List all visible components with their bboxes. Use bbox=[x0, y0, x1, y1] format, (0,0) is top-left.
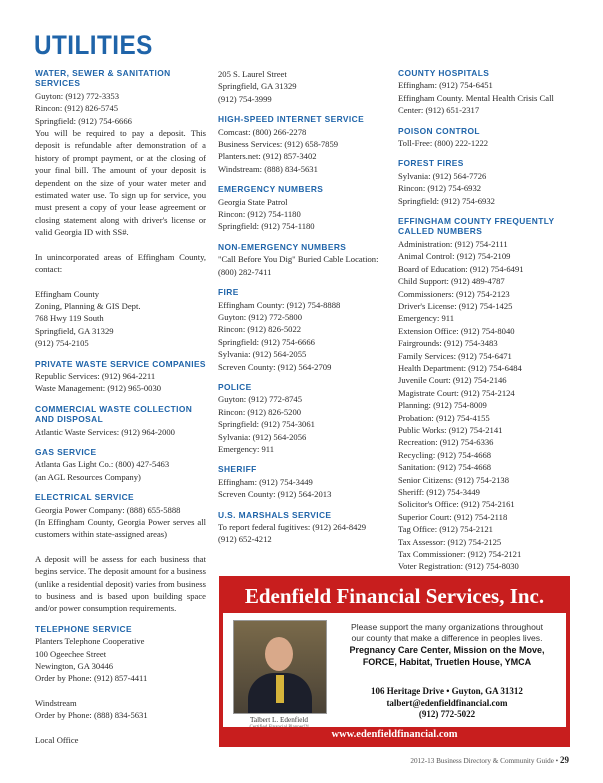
directory-section bbox=[35, 359, 206, 395]
section-heading: POISON CONTROL bbox=[398, 125, 480, 136]
entry-line: Rincon: (912) 826-5745 bbox=[35, 103, 119, 114]
section-heading: EMERGENCY NUMBERS bbox=[218, 184, 324, 195]
directory-section bbox=[35, 492, 206, 615]
directory-section bbox=[398, 216, 570, 573]
entry-line: Sanitation: (912) 754-4668 bbox=[398, 462, 492, 473]
entry-line: Solicitor's Office: (912) 754-2161 bbox=[398, 499, 515, 510]
directory-section bbox=[218, 114, 389, 175]
entry-line: Probation: (912) 754-4155 bbox=[398, 412, 490, 423]
entry-line: Rincon: (912) 826-5200 bbox=[218, 406, 302, 417]
section-heading: HIGH-SPEED INTERNET SERVICE bbox=[218, 114, 365, 125]
entry-line: Board of Education: (912) 754-6491 bbox=[398, 263, 524, 274]
entry-line: Springfield, GA 31329 bbox=[218, 81, 297, 92]
entry-line: Fairgrounds: (912) 754-3483 bbox=[398, 338, 498, 349]
entry-line: Planters.net: (912) 857-3402 bbox=[218, 151, 317, 162]
spacer bbox=[35, 541, 206, 553]
section-heading: ELECTRICAL SERVICE bbox=[35, 492, 135, 503]
ad-message-line: Please support the many organizations throughout bbox=[350, 622, 544, 632]
entry-line: Springfield: (912) 754-3061 bbox=[218, 419, 315, 430]
entry-line: Republic Services: (912) 964-2211 bbox=[35, 370, 156, 381]
entry-line: Georgia Power Company: (888) 655-5888 bbox=[35, 504, 181, 515]
entry-line: Animal Control: (912) 754-2109 bbox=[398, 251, 511, 262]
ad-phone: (912) 772-5022 bbox=[418, 709, 476, 719]
entry-line: Toll-Free: (800) 222-1222 bbox=[398, 138, 489, 149]
directory-section bbox=[398, 68, 570, 117]
entry-line: Effingham County. Mental Health Crisis Call bbox=[398, 92, 554, 103]
entry-line: Windstream: (888) 834-5631 bbox=[218, 163, 318, 174]
ad-website[interactable]: www.edenfieldfinancial.com bbox=[223, 727, 566, 743]
entry-line: Driver's License: (912) 754-1425 bbox=[398, 300, 513, 311]
entry-line: Springfield, GA 31329 bbox=[35, 325, 114, 336]
entry-line: Springfield: (912) 754-1180 bbox=[218, 221, 315, 232]
entry-line: (912) 754-2105 bbox=[35, 338, 89, 349]
entry-line: Guyton: (912) 772-3353 bbox=[35, 90, 120, 101]
entry-line: Voter Registration: (912) 754-8030 bbox=[398, 561, 519, 572]
section-paragraph: You will be required to pay a deposit. This deposit is refundable after demonstration of a history of prompt payment, or at the closing of your final bill. The amount of your deposit is dependent on the size of your water meter and estimated water use. To sign up for service, you must present a copy of your lease agreement or closing statement along with driver's license or valid Georgia ID with SS#. bbox=[35, 128, 206, 238]
entry-line: Windstream bbox=[35, 697, 77, 708]
column-3 bbox=[398, 68, 570, 582]
entry-line: Waste Management: (912) 965-0030 bbox=[35, 383, 162, 394]
entry-line: Child Support: (912) 489-4787 bbox=[398, 276, 505, 287]
section-heading: SHERIFF bbox=[218, 464, 257, 475]
entry-line: (912) 754-3999 bbox=[218, 93, 272, 104]
entry-line: Administration: (912) 754-2111 bbox=[398, 238, 508, 249]
advisor-photo bbox=[233, 620, 327, 714]
entry-line: Effingham County: (912) 754-8888 bbox=[218, 299, 341, 310]
entry-line: (800) 282-7411 bbox=[218, 266, 272, 277]
column-2 bbox=[218, 68, 389, 555]
directory-section bbox=[35, 447, 206, 483]
guide-title: 2012-13 Business Directory & Community Guide • bbox=[410, 757, 559, 765]
entry-line: Center: (912) 651-2317 bbox=[398, 105, 480, 116]
entry-line: Sylvania: (912) 564-2055 bbox=[218, 349, 307, 360]
entry-line: Comcast: (800) 266-2278 bbox=[218, 126, 307, 137]
entry-line: Screven County: (912) 564-2709 bbox=[218, 361, 332, 372]
entry-line: Newington, GA 30446 bbox=[35, 661, 114, 672]
section-heading: PRIVATE WASTE SERVICE COMPANIES bbox=[35, 358, 206, 369]
directory-section bbox=[218, 184, 389, 233]
entry-line: "Call Before You Dig" Buried Cable Location: bbox=[218, 254, 379, 265]
entry-line: Sheriff: (912) 754-3449 bbox=[398, 487, 480, 497]
section-heading: U.S. MARSHALS SERVICE bbox=[218, 509, 332, 520]
directory-section bbox=[35, 68, 206, 350]
section-heading: COUNTY HOSPITALS bbox=[398, 68, 490, 78]
directory-section bbox=[218, 464, 389, 500]
entry-line: Recreation: (912) 754-6336 bbox=[398, 437, 494, 448]
entry-line: Emergency: 911 bbox=[398, 313, 455, 324]
section-paragraph: A deposit will be assess for each business that begins service. The deposit amount for a business (unlike a residential deposit) varies from business to business and is based upon building space and/or power consumption requirements. bbox=[35, 553, 206, 614]
directory-section bbox=[35, 624, 206, 746]
section-heading: GAS SERVICE bbox=[35, 446, 97, 457]
entry-line: Extension Office: (912) 754-8040 bbox=[398, 325, 515, 336]
entry-line: Planters Telephone Cooperative bbox=[35, 636, 145, 647]
spacer bbox=[35, 239, 206, 251]
directory-section bbox=[35, 404, 206, 438]
ad-contact bbox=[329, 686, 565, 721]
entry-line: Health Department: (912) 754-6484 bbox=[398, 362, 522, 373]
entry-line: Family Services: (912) 754-6471 bbox=[398, 350, 512, 361]
directory-section bbox=[218, 510, 389, 546]
entry-line: 768 Hwy 119 South bbox=[35, 313, 104, 324]
entry-line: Planning: (912) 754-8009 bbox=[398, 400, 487, 411]
entry-line: Tag Office: (912) 754-2121 bbox=[398, 524, 493, 535]
section-heading: NON-EMERGENCY NUMBERS bbox=[218, 241, 347, 252]
entry-line: Screven County: (912) 564-2013 bbox=[218, 489, 332, 500]
entry-line: 100 Ogeechee Street bbox=[35, 648, 107, 659]
entry-line: Effingham County bbox=[35, 288, 100, 299]
entry-line: Order by Phone: (888) 834-5631 bbox=[35, 710, 148, 721]
section-heading: TELEPHONE SERVICE bbox=[35, 623, 132, 634]
entry-line: Order by Phone: (912) 857-4411 bbox=[35, 673, 148, 684]
advertisement bbox=[219, 576, 570, 747]
section-paragraph: (In Effingham County, Georgia Power serves all customers within state-assigned areas) bbox=[35, 517, 206, 540]
spacer bbox=[35, 685, 206, 697]
entry-line: Local Office bbox=[35, 734, 79, 745]
entry-line: Tax Assessor: (912) 754-2125 bbox=[398, 536, 502, 547]
ad-message-line: FORCE, Habitat, Truetlen House, YMCA bbox=[362, 657, 532, 667]
page-footer bbox=[410, 755, 569, 765]
directory-section bbox=[218, 382, 389, 455]
ad-message-line: our county that make a difference in peoples lives. bbox=[351, 633, 543, 643]
directory-section bbox=[218, 68, 389, 105]
directory-section bbox=[398, 158, 570, 207]
section-heading: FIRE bbox=[218, 287, 239, 298]
entry-line: Sylvania: (912) 564-2056 bbox=[218, 431, 307, 442]
entry-line: Magistrate Court: (912) 754-2124 bbox=[398, 387, 515, 398]
ad-message-line: Pregnancy Care Center, Mission on the Move, bbox=[349, 645, 545, 655]
page-title: UTILITIES bbox=[34, 30, 153, 60]
entry-line: Tax Commissioner: (912) 754-2121 bbox=[398, 549, 522, 560]
ad-email: talbert@edenfieldfinancial.com bbox=[386, 697, 508, 708]
entry-line: Commissioners: (912) 754-2123 bbox=[398, 288, 510, 299]
entry-line: Rincon: (912) 754-6932 bbox=[398, 183, 482, 194]
ad-message bbox=[329, 622, 565, 668]
entry-line: Guyton: (912) 772-8745 bbox=[218, 394, 303, 405]
entry-line: Rincon: (912) 754-1180 bbox=[218, 209, 301, 220]
directory-section bbox=[218, 287, 389, 373]
entry-line: Atlanta Gas Light Co.: (800) 427-5463 bbox=[35, 459, 170, 470]
ad-banner: Edenfield Financial Services, Inc. bbox=[223, 580, 566, 613]
spacer bbox=[35, 276, 206, 288]
advisor-name: Talbert L. Edenfield bbox=[250, 716, 308, 724]
entry-line: Springfield: (912) 754-6666 bbox=[218, 336, 315, 347]
entry-line: (an AGL Resources Company) bbox=[35, 471, 141, 482]
entry-line: Effingham: (912) 754-3449 bbox=[218, 476, 313, 487]
page-number: 29 bbox=[560, 755, 569, 765]
column-1 bbox=[35, 68, 206, 755]
spacer bbox=[35, 722, 206, 734]
entry-line: Superior Court: (912) 754-2118 bbox=[398, 511, 508, 522]
entry-line: Juvenile Court: (912) 754-2146 bbox=[398, 375, 507, 386]
entry-line: Senior Citizens: (912) 754-2138 bbox=[398, 474, 509, 485]
entry-line: Rincon: (912) 826-5022 bbox=[218, 324, 302, 335]
entry-line: Springfield: (912) 754-6666 bbox=[35, 115, 132, 126]
section-heading: EFFINGHAM COUNTY FREQUENTLY CALLED NUMBERS bbox=[398, 216, 555, 237]
entry-line: Atlantic Waste Services: (912) 964-2000 bbox=[35, 426, 175, 437]
entry-line: Emergency: 911 bbox=[218, 443, 275, 454]
section-heading: FOREST FIRES bbox=[398, 158, 464, 169]
entry-line: Business Services: (912) 658-7859 bbox=[218, 139, 339, 150]
entry-line: Georgia State Patrol bbox=[218, 196, 288, 207]
entry-line: Recycling: (912) 754-4668 bbox=[398, 449, 492, 460]
entry-line: Springfield: (912) 754-6932 bbox=[398, 195, 495, 206]
directory-section bbox=[398, 126, 570, 150]
section-heading: COMMERCIAL WASTE COLLECTION AND DISPOSAL bbox=[35, 403, 193, 425]
entry-line: Sylvania: (912) 564-7726 bbox=[398, 170, 487, 181]
entry-line: Effingham: (912) 754-6451 bbox=[398, 80, 493, 91]
entry-line: (912) 652-4212 bbox=[218, 534, 272, 545]
entry-line: To report federal fugitives: (912) 264-8429 bbox=[218, 522, 367, 532]
entry-line: 205 S. Laurel Street bbox=[218, 69, 287, 79]
entry-line: Public Works: (912) 754-2141 bbox=[398, 424, 503, 435]
section-heading: WATER, SEWER & SANITATION SERVICES bbox=[35, 68, 171, 89]
entry-line: Guyton: (912) 772-5800 bbox=[218, 311, 303, 322]
ad-address: 106 Heritage Drive • Guyton, GA 31312 bbox=[371, 686, 523, 696]
section-paragraph: In unincorporated areas of Effingham County, contact: bbox=[35, 251, 206, 275]
entry-line: Zoning, Planning & GIS Dept. bbox=[35, 300, 141, 311]
section-heading: POLICE bbox=[218, 381, 252, 392]
directory-section bbox=[218, 242, 389, 278]
